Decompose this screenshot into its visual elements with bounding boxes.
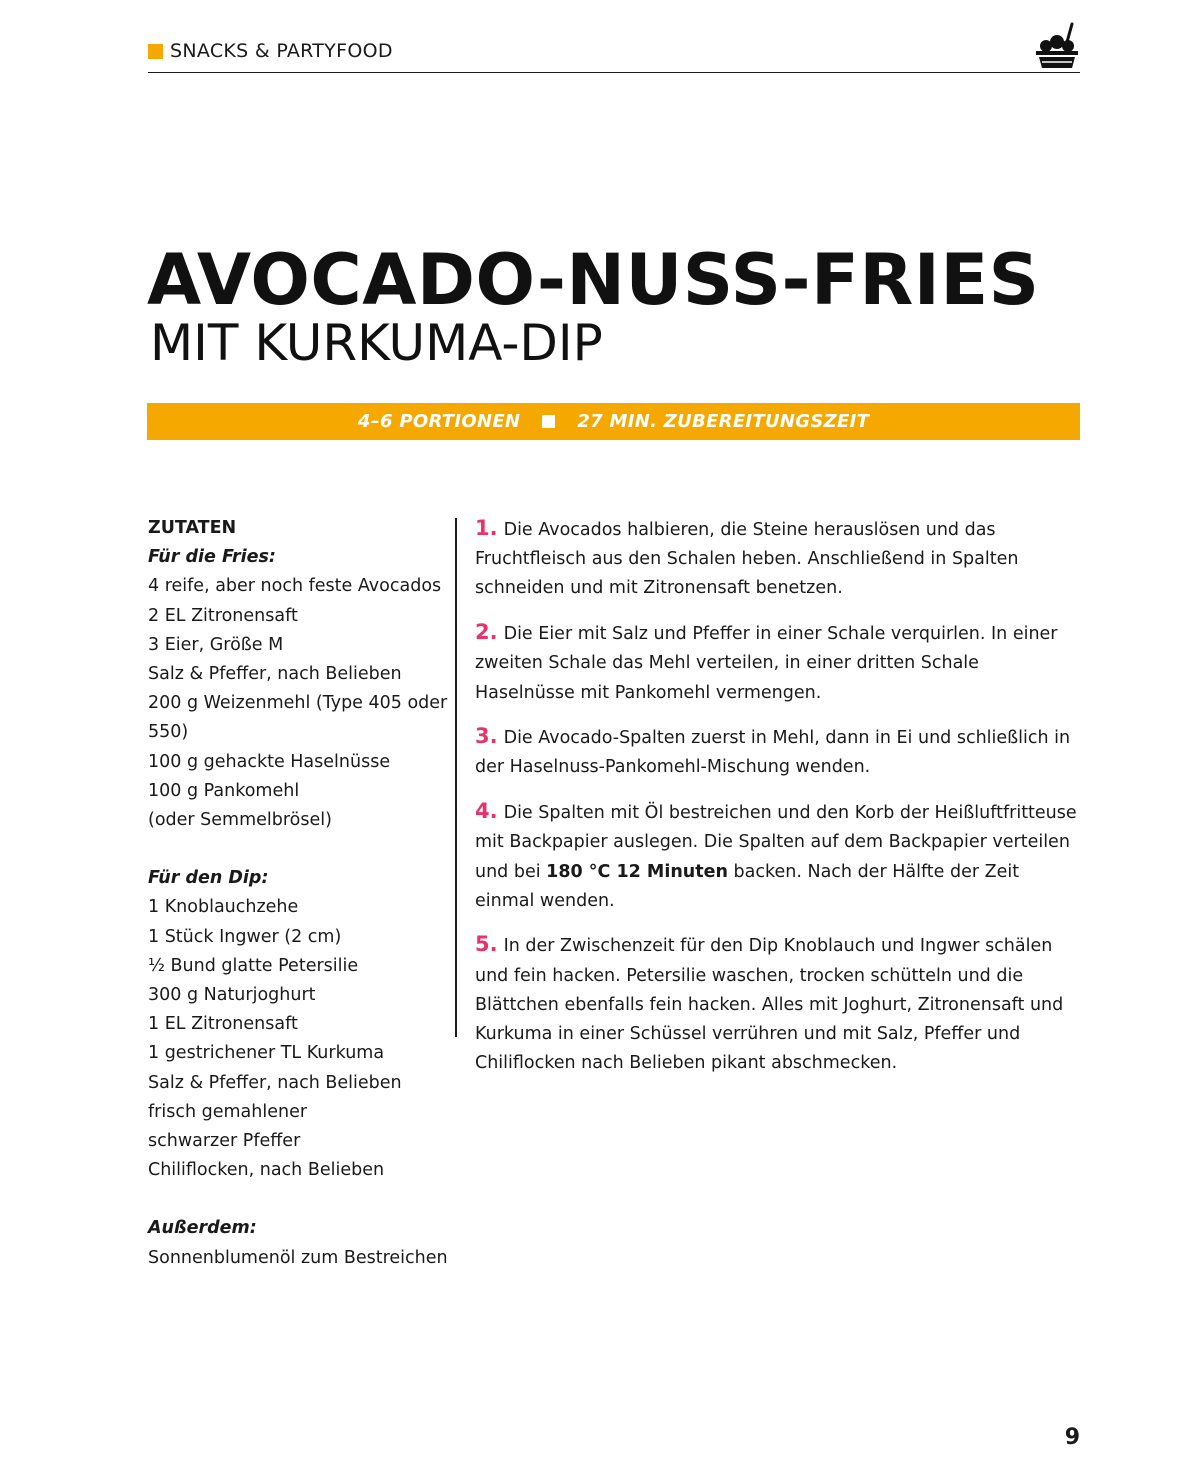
ingredient-item: 1 EL Zitronensaft bbox=[148, 1014, 298, 1035]
step-text: Die Avocados halbieren, die Steine herauslösen und das Fruchtfleisch aus den Schalen heben. Anschließend in Spalten schneiden und mit Zitronensaft benetzen. bbox=[475, 520, 1019, 599]
ingredient-item: 1 gestrichener TL Kurkuma bbox=[148, 1043, 385, 1064]
ingredient-item: Chiliflocken, nach Belieben bbox=[148, 1160, 385, 1181]
step-4 bbox=[475, 797, 1081, 916]
category-label: SNACKS & PARTYFOOD bbox=[170, 40, 393, 62]
prep-time-label: 27 MIN. ZUBEREITUNGSZEIT bbox=[577, 411, 870, 432]
ingredient-item: frisch gemahlener bbox=[148, 1101, 308, 1122]
recipe-title: AVOCADO-NUSS-FRIES bbox=[147, 239, 1040, 321]
step-number: 1. bbox=[475, 516, 498, 540]
recipe-subtitle: MIT KURKUMA-DIP bbox=[150, 314, 603, 372]
ingredient-item: 4 reife, aber noch feste Avocados bbox=[148, 576, 442, 597]
step-text: Die Spalten mit Öl bestreichen und den Korb der Heißluftfritteuse mit Backpapier auslegen. Die Spalten auf dem Backpapier verteilen und bei bbox=[475, 803, 1077, 882]
ingredient-item: 2 EL Zitronensaft bbox=[148, 605, 298, 626]
category-marker bbox=[148, 44, 163, 59]
portions-label: 4–6 PORTIONEN bbox=[357, 411, 521, 432]
step-3 bbox=[475, 722, 1081, 782]
ingredient-item: Salz & Pfeffer, nach Belieben bbox=[148, 1072, 402, 1093]
dip-heading: Für den Dip: bbox=[148, 868, 269, 889]
step-2 bbox=[475, 618, 1081, 708]
step-1 bbox=[475, 514, 1081, 604]
step-text: In der Zwischenzeit für den Dip Knoblauch und Ingwer schälen und fein hacken. Petersilie waschen, trocken schütteln und die Blättchen ebenfalls fein hacken. Alles mit Joghurt, Zitronensaft und Kurkuma in einer Schüssel verrühren und mit Salz, Pfeffer und Chiliflocken nach Belieben pikant abschmecken. bbox=[475, 936, 1064, 1074]
step-number: 5. bbox=[475, 932, 498, 957]
column-divider bbox=[455, 518, 457, 1037]
ingredient-item: 100 g gehackte Haselnüsse bbox=[148, 751, 391, 772]
ingredient-item: 300 g Naturjoghurt bbox=[148, 985, 316, 1006]
food-bowl-icon bbox=[1034, 20, 1080, 70]
page-header bbox=[148, 38, 1080, 73]
info-separator bbox=[542, 415, 555, 428]
spacer bbox=[148, 1185, 448, 1214]
step-highlight: 180 °C 12 Minuten bbox=[546, 861, 728, 882]
ingredient-item: 1 Stück Ingwer (2 cm) bbox=[148, 926, 342, 947]
instructions-column bbox=[475, 514, 1081, 1093]
ingredient-item: 1 Knoblauchzehe bbox=[148, 897, 299, 918]
recipe-info-bar bbox=[147, 403, 1080, 440]
ingredient-item: Sonnenblumenöl zum Bestreichen bbox=[148, 1247, 448, 1268]
ingredients-heading: ZUTATEN bbox=[148, 518, 237, 538]
ingredient-item: Salz & Pfeffer, nach Belieben bbox=[148, 664, 402, 685]
step-text: backen. Nach der Hälfte der Zeit einmal wenden. bbox=[475, 861, 1020, 911]
ingredient-item: (oder Semmelbrösel) bbox=[148, 810, 332, 831]
fries-heading: Für die Fries: bbox=[148, 547, 276, 568]
ingredient-item: 200 g Weizenmehl (Type 405 oder 550) bbox=[148, 693, 448, 743]
ingredient-item: 3 Eier, Größe M bbox=[148, 634, 284, 655]
extra-heading: Außerdem: bbox=[148, 1218, 257, 1239]
step-5 bbox=[475, 930, 1081, 1078]
ingredient-item: 100 g Pankomehl bbox=[148, 780, 300, 801]
page-number: 9 bbox=[1064, 1425, 1080, 1450]
step-number: 3. bbox=[475, 724, 498, 749]
step-text: Die Avocado-Spalten zuerst in Mehl, dann in Ei und schließlich in der Haselnuss-Pankomehl-Mischung wenden. bbox=[475, 728, 1071, 778]
step-number: 4. bbox=[475, 799, 498, 824]
ingredients-column bbox=[148, 514, 448, 1273]
ingredient-list-dip bbox=[148, 893, 448, 1185]
ingredient-list-extra bbox=[148, 1244, 448, 1273]
ingredient-item: schwarzer Pfeffer bbox=[148, 1131, 301, 1152]
ingredient-item: ½ Bund glatte Petersilie bbox=[148, 955, 359, 976]
step-text: Die Eier mit Salz und Pfeffer in einer Schale verquirlen. In einer zweiten Schale das Mehl verteilen, in einer dritten Schale Haselnüsse mit Pankomehl vermengen. bbox=[475, 624, 1058, 703]
step-number: 2. bbox=[475, 620, 498, 645]
spacer bbox=[148, 835, 448, 864]
ingredient-list-fries bbox=[148, 572, 448, 835]
